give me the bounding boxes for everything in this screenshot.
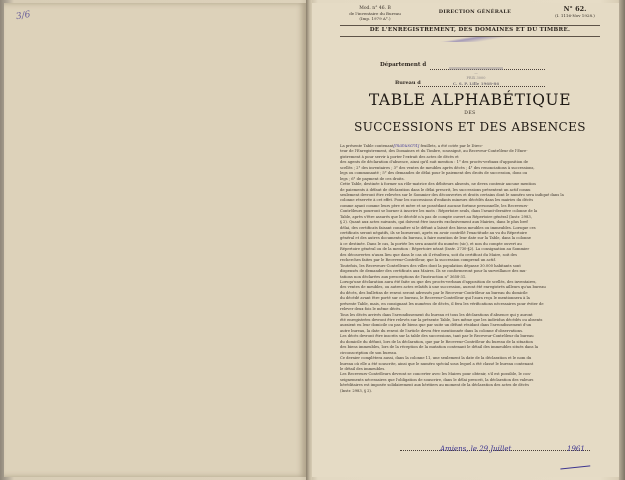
text-line-pre: Contrôleurs pourront se borner à inscrire les mots : Répertoire seuls, dans l'avant-dernière colonne de la (340, 209, 538, 214)
text-line-pre: Lorsqu'une déclaration aura été faite ou que des procès-verbaux d'apposition de scellés, des inventaires, (340, 279, 537, 284)
text-line-pre: délai, des certificats faisant connaître si le défunt a laissé des biens meubles ou immeubles. Lorsque ces (340, 225, 536, 230)
header-rule-top (340, 25, 600, 26)
title-connector: DES (464, 111, 476, 116)
text-line-pre: Les décès devront être inscrits sur la table des successions, tant par le Receveur-Contrôleur du bureau (340, 334, 534, 339)
model-reference (340, 6, 410, 21)
text-line-pre: legs ; 6° de payment de ces droits. (340, 176, 405, 181)
text-line-pre: recherches faites par le Receveur-Contrôleur, que la succession comprend un actif. (340, 258, 496, 263)
main-title: TABLE ALPHABÉTIQUE (368, 91, 572, 109)
text-line-post: feuillets, a été cotée par le Direc- (419, 144, 483, 148)
text-line-pre: du décès, des bulletins de renvoi seront adressés par le Receveur-Contrôleur au bureau du domicile (340, 290, 528, 295)
text-line-pre: gistrement à (340, 154, 364, 159)
left-page (4, 3, 306, 477)
text-line-pre: Ce dernier complètera aussi, dans la colonne 11, une seulement la date de la déclaration et le nom du (340, 356, 532, 361)
stamp-line2: PRIX 3000 (466, 76, 486, 80)
text-line-pre: colonne réservée à cet effet. Pour les successions d'enfants mineurs décédés dans les mairies du décès (340, 198, 534, 203)
text-line-pre: comme ayant comme leurs père et mère et ne possédant aucune fortune personnelle, les Receveurs- (340, 203, 529, 208)
text-line-pre: des découvertes n'aura lieu que dans le cas où il résultera, soit du certificat du Maire, soit des (340, 252, 517, 257)
model-number: Mod. n° 46. B (359, 6, 391, 11)
corner-mark: 3/6 (15, 9, 32, 23)
instructions-text (340, 144, 603, 394)
handwritten-year: 1961 (567, 445, 585, 453)
text-line-pre: seignements nécessaires que l'obligation de souscrire, dans le délai prescrit, la déclaration des valeurs (340, 377, 534, 382)
text-line-pre: (Instr. 2983, § 2). (340, 388, 373, 393)
stamp-line3: C. S. P. Lille 1968-86 (452, 81, 500, 86)
model-inventory: de l'inventaire du Bureau (349, 11, 401, 16)
stamp-bar (449, 67, 503, 70)
text-line-pre: Répertoire général ou de la mention : Répertoire néant (Instr. 2730-§2). La consignation au Sommier (340, 247, 530, 252)
text-line-pre: legs ou communauté ; 5° des demandes de délai pour le paiement des droits de succession, dons ou (340, 171, 528, 176)
text-line-pre: Les Receveurs-Contrôleurs devront se concerter avec les Maires pour obtenir, s'il est possible, le con- (340, 372, 531, 377)
form-number-block (545, 5, 605, 18)
text-line-pre: bureau où elle a été souscrite, ainsi que le numéro spécial sous lequel a été classé le bureau contenant (340, 361, 534, 366)
text-line-pre: héréditaires est imposée solidairement aux héritiers au moment de la déclaration des actes de décès (340, 383, 529, 388)
signature-area (340, 447, 603, 467)
text-line-pre: été enregistrées devront être relevés sur la présente Table, lors même que les individus décédés ou absents (340, 318, 543, 322)
text-line-pre: des ventes de meubles, ou autres actes relatifs à une succession, auront été enregistrés ailleurs qu'au bureau (340, 285, 546, 290)
text-line (340, 389, 603, 394)
text-line-post: pour servir à porter l'extrait des actes de décès et (363, 154, 459, 159)
sub-title: SUCCESSIONS ET DES ABSENCES (354, 120, 586, 134)
text-line-pre: La présente Table contenant (340, 144, 394, 148)
direction-generale: DIRECTION GÉNÉRALE (438, 9, 512, 15)
text-line-pre: Tous les décès arrivés dans l'arrondissement du bureau et tous les déclarations d'absence qui y auront (340, 312, 533, 317)
bureau-field (418, 86, 545, 87)
text-line-pre: autre bureau, la date du renvoi de l'article devra être mentionnée dans la colonne d'observations. (340, 328, 524, 333)
page-edge (619, 0, 625, 480)
text-line-pre: du décédé avant être porté sur ce bureau, le Receveur-Contrôleur qui l'aura reçu le mentionnera à la (340, 296, 530, 301)
text-line-pre: des biens immeubles, lors de la réception de la mutation contenant le détail des immeubles situés dans la (340, 345, 539, 350)
bureau-label: Bureau d (395, 80, 421, 86)
text-line-pre: Toutefois, les Receveurs-Contrôleurs des villes dont la population dépasse 30.000 habitants sont (340, 263, 521, 268)
text-line-pre: de paiements à défaut de déclaration dans le délai prescrit, les successions présentent un actif connu (340, 187, 531, 192)
text-line-pre: scellés ; 2° des inventaires ; 3° des ventes de meubles après décès ; 4° des renonciations à successions, (340, 165, 535, 170)
form-reference: (I. 1116-Nov 1928.) (555, 13, 595, 18)
text-line-pre: présente Table, mais, en consignant les numéros de décès, il fera les vérifications nécessaires pour éviter de (340, 301, 544, 306)
form-number: N° 62. (563, 5, 587, 13)
text-line-pre: teur de l'Enregistrement, des Domaines et du Timbre, soussigné, au Receveur-Contrôleur de l'Enre- (340, 149, 528, 154)
text-line-pre: Cette Table, destinée à former un rôle-matrice des débiteurs absents, ne devra contenir aucune mention (340, 182, 536, 187)
handwritten-entry: [manuscrit] (393, 144, 420, 149)
text-line-pre: relever deux fois le même décès. (340, 307, 402, 312)
text-line-pre: Table, après s'être assurés que le décédé n'a pas de compte ouvert au Répertoire général (Instr. 2983, (340, 214, 532, 219)
handwritten-date: Amiens, le 29 Juillet (440, 445, 512, 453)
text-line-pre: des agents de déclaration d'absence, ainsi qu'il suit mention : 1° des procès-verbaux d'apposition de (340, 160, 529, 165)
stamp-line1: — (474, 71, 478, 75)
text-line-pre: auraient eu leur domicile ou pas de biens que par suite un défunt résidant dans l'arrondissement d'un (340, 323, 532, 328)
text-line-pre: certificats seront négatifs, ils se borneront, après en avoir contrôlé l'exactitude au vu du Répertoire (340, 231, 528, 235)
text-line-pre: général et des autres documents du bureau, à faire mention de leur date sur la Table, dans la colonne (340, 236, 531, 241)
text-line-pre: tations non déclarées aux prescriptions de l'instruction n° 3658-31. (340, 274, 467, 279)
text-line-pre: § 2). Quant aux actes suivants, qui doivent être inscrits exclusivement aux Mairies, dans le plus bref (340, 220, 528, 225)
text-line-pre: seulement devront être relevées sur le Sommier des découvertes et droits certains dont le numéro sera indiqué dans la (340, 192, 564, 197)
model-print: (Imp. 1979 A°.) (359, 16, 391, 21)
department-label: Département d (380, 62, 427, 68)
ink-stripe (360, 37, 600, 42)
text-line-pre: du domicile du défunt, lors de la déclaration, que par le Receveur-Contrôleur du bureau de la situation (340, 339, 533, 344)
text-line-pre: circonscription de son bureau. (340, 350, 398, 355)
text-line-pre: le détail des immeubles. (340, 366, 386, 371)
text-line-pre: à ce destinée. Dans le cas, la portée les sera annoté du numéro (sic), et non du compte ouvert au (340, 241, 522, 246)
text-line-pre: dispensés de demander des certificats aux Maires. Ils se conformeront pour la surveillance des mu- (340, 269, 527, 274)
administration-title: DE L'ENREGISTREMENT, DES DOMAINES ET DU TIMBRE. (369, 27, 571, 33)
